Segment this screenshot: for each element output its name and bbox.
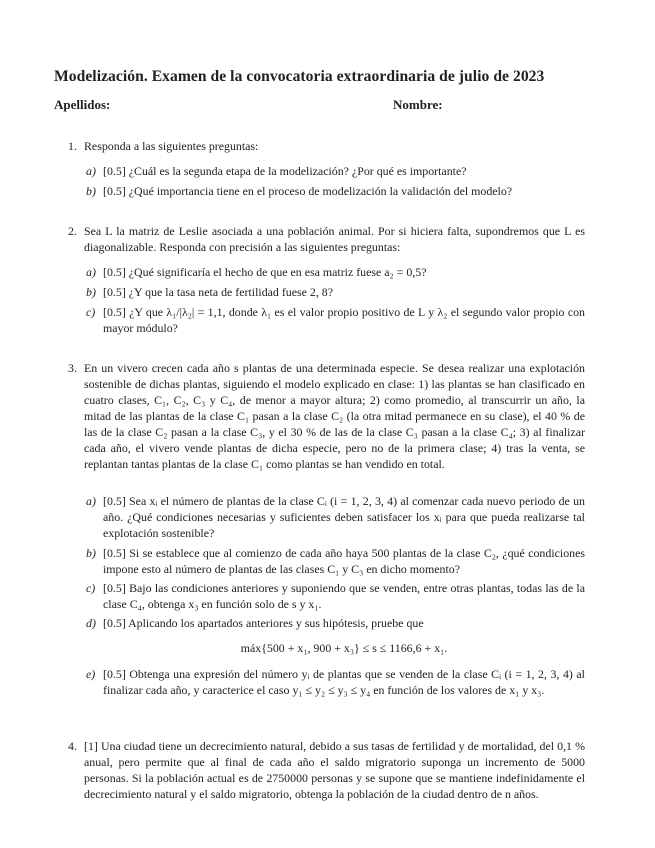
q1-b-mark: b) [86,184,96,198]
q3-e-text: [0.5] Obtenga una expresión del número yᵢ de plantas que se venden de la clase Cᵢ (i = 1, 2, 3, 4) al finalizar cada año, y caracterice el caso y₁ ≤ y₂ ≤ y₃ ≤ y₄ en función de los valores de x₁ y x₃. [103,667,585,697]
q4-number: 4. [68,739,77,753]
q3-a-text: [0.5] Sea xᵢ el número de plantas de la clase Cᵢ (i = 1, 2, 3, 4) al comenzar cada nuevo periodo de un año. ¿Qué condiciones necesarias y suficientes deben satisfacer los xᵢ para que pueda realizarse tal explotación sostenible? [103,494,585,540]
q1-intro: Responda a las siguientes preguntas: [84,139,259,153]
q2-intro: Sea L la matriz de Leslie asociada a una población animal. Por si hiciera falta, supondremos que L es diagonalizable. Responda con precisión a las siguientes preguntas: [84,224,585,254]
exam-title: Modelización. Examen de la convocatoria extraordinaria de julio de 2023 [54,68,545,85]
q1-a-mark: a) [86,164,96,178]
q3-e-mark: e) [86,667,96,681]
q2-b-mark: b) [86,285,96,299]
q2-a-text: [0.5] ¿Qué significaría el hecho de que en esa matriz fuese a₂ = 0,5? [103,265,427,279]
q1-a-text: [0.5] ¿Cuál es la segunda etapa de la modelización? ¿Por qué es importante? [103,164,467,178]
q2-c-text: [0.5] ¿Y que λ₁/|λ₂| = 1,1, donde λ₁ es el valor propio positivo de L y λ₂ el segundo valor propio con mayor módulo? [103,305,585,335]
q3-b-text: [0.5] Si se establece que al comienzo de cada año haya 500 plantas de la clase C₂, ¿qué condiciones impone esto al número de plantas de las clases C₁ y C₃ en dicho momento? [103,546,585,576]
q2-a-mark: a) [86,265,96,279]
q3-a-mark: a) [86,494,96,508]
q2-c-mark: c) [86,305,96,319]
q2-b-text: [0.5] ¿Y que la tasa neta de fertilidad fuese 2, 8? [103,285,334,299]
q3-c-text: [0.5] Bajo las condiciones anteriores y suponiendo que se venden, entre otras plantas, todas las de la clase C₄, obtenga x₃ en función solo de s y x₁. [103,581,585,611]
q3-number: 3. [68,361,77,375]
q3-b-mark: b) [86,546,96,560]
nombre-label: Nombre: [393,97,443,112]
q3-intro: En un vivero crecen cada año s plantas de una determinada especie. Se desea realizar una explotación sostenible de dichas plantas, siguiendo el modelo explicado en clase: 1) las plantas se han clasificado en cuatro clases, C₁, C₂, C₃ y C₄, de menor a mayor altura; 2) como promedio, al transcurrir un año, la mitad de las plantas de la clase C₁ pasan a la clase C₂ (la otra mitad permanece en su clase), el 40 % de las de la clase C₂ pasan a la clase C₃, y el 30 % de las de la clase C₃ pasan a la clase C₄; 3) al finalizar cada año, el vivero vende plantas de dicha especie, pero no de la primera clase; 4) tras la venta, se replantan tantas plantas de la clase C₁ como plantas se han vendido en total. [84,361,585,471]
apellidos-label: Apellidos: [54,97,111,112]
q2-number: 2. [68,224,77,238]
q4-text: [1] Una ciudad tiene un decrecimiento natural, debido a sus tasas de fertilidad y de mortalidad, del 0,1 % anual, pero permite que al final de cada año el saldo migratorio suponga un incremento de 5000 personas. Si la población actual es de 2750000 personas y se supone que se mantiene indefinidamente el decrecimiento natural y el saldo migratorio, obtenga la población de la ciudad dentro de n años. [84,739,585,801]
q1-b-text: [0.5] ¿Qué importancia tiene en el proceso de modelización la validación del modelo? [103,184,513,198]
q3-d-mark: d) [86,616,96,630]
q3-d-text: [0.5] Aplicando los apartados anteriores y sus hipótesis, pruebe que [103,616,424,630]
q3-d-formula: máx{500 + x₁, 900 + x₃} ≤ s ≤ 1166,6 + x₁. [240,641,448,655]
q1-number: 1. [68,139,77,153]
q3-c-mark: c) [86,581,96,595]
